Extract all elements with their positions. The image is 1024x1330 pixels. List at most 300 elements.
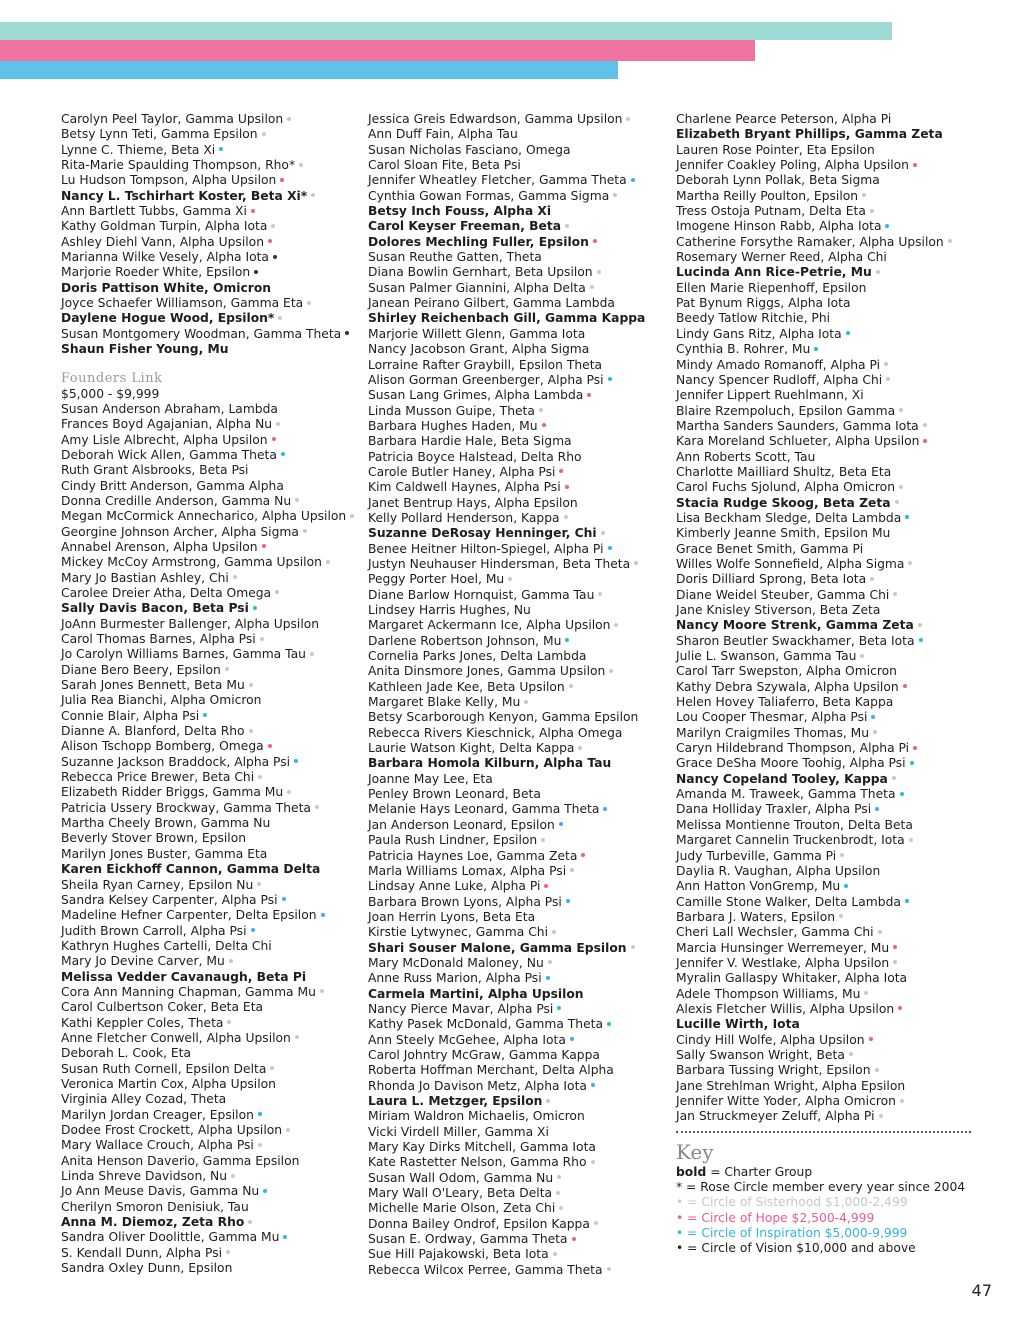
donor-name: Jo Ann Meuse Davis, Gamma Nu [61, 1184, 260, 1199]
donor-name: Margaret Cannelin Truckenbrodt, Iota [676, 833, 905, 848]
giving-level-dot-gray [609, 669, 613, 673]
giving-level-dot-gray [893, 592, 897, 596]
giving-level-dot-gray [873, 730, 877, 734]
page-number: 47 [971, 1281, 992, 1300]
giving-level-dot-gray [909, 838, 913, 842]
donor-name: Mary McDonald Maloney, Nu [368, 955, 544, 970]
donor-entry [61, 770, 356, 785]
donor-entry [61, 1000, 356, 1015]
donor-entry [368, 358, 668, 373]
donor-name: Blaire Rzempoluch, Epsilon Gamma [676, 403, 896, 418]
giving-level-dot-blue [608, 377, 612, 381]
donor-entry [61, 785, 356, 800]
donor-name: Stacia Rudge Skoog, Beta Zeta [676, 495, 891, 510]
donor-entry [368, 557, 668, 572]
donor-name: Caryn Hildebrand Thompson, Alpha Pi [676, 741, 910, 756]
giving-level-dot-gray [895, 500, 899, 504]
donor-entry [61, 296, 356, 311]
giving-level-dot-blue [875, 807, 879, 811]
donor-entry [61, 831, 356, 846]
giving-level-dot-pink [913, 163, 917, 167]
giving-level-dot-gray [226, 1250, 230, 1254]
donor-name: Susan Reuthe Gatten, Theta [368, 250, 542, 265]
donor-name: Kathleen Jade Kee, Beta Upsilon [368, 679, 565, 694]
giving-level-dot-blue [846, 331, 850, 335]
donor-name: Joan Herrin Lyons, Beta Eta [368, 909, 536, 924]
donor-name: Lindy Gans Ritz, Alpha Iota [676, 326, 842, 341]
donor-entry [676, 496, 976, 511]
donor-entry [368, 158, 668, 173]
giving-level-dot-gray [508, 577, 512, 581]
giving-level-dot-pink [280, 178, 284, 182]
donor-entry [368, 695, 668, 710]
giving-level-dot-gray [225, 667, 229, 671]
section-heading: Founders Link [61, 370, 163, 386]
donor-name: Nancy L. Tschirhart Koster, Beta Xi* [61, 188, 308, 203]
donor-entry [676, 695, 976, 710]
donor-entry [676, 710, 976, 725]
donor-entry [676, 542, 976, 557]
donor-name: Jan Struckmeyer Zeluff, Alpha Pi [676, 1109, 875, 1124]
donor-name: Mary Jo Bastian Ashley, Chi [61, 570, 229, 585]
donor-name: Cynthia B. Rohrer, Mu [676, 342, 811, 357]
donor-name: Madeline Hefner Carpenter, Delta Epsilon [61, 908, 317, 923]
donor-entry [368, 971, 668, 986]
giving-level-dot-blue [253, 606, 257, 610]
donor-entry [676, 1094, 976, 1109]
donor-entry [368, 173, 668, 188]
donor-entry [368, 1186, 668, 1201]
donor-entry [61, 235, 356, 250]
donor-entry [676, 235, 976, 250]
giving-level-dot-blue [570, 1037, 574, 1041]
donor-entry [368, 1033, 668, 1048]
donor-entry [368, 1217, 668, 1232]
donor-entry [368, 526, 668, 541]
giving-level-dot-gray [614, 623, 618, 627]
donor-name: Ann Roberts Scott, Tau [676, 449, 816, 464]
donor-name: Jennifer Lippert Ruehlmann, Xi [676, 388, 864, 403]
donor-name: Margaret Ackermann Ice, Alpha Upsilon [368, 618, 611, 633]
giving-level-dot-gray [923, 423, 927, 427]
giving-level-dot-gray [295, 498, 299, 502]
giving-level-dot-gray [249, 729, 253, 733]
donor-name: Lindsey Harris Hughes, Nu [368, 603, 531, 617]
giving-level-dot-gray [613, 193, 617, 197]
donor-entry [61, 204, 356, 219]
giving-level-dot-gray [849, 1052, 853, 1056]
donor-name: Jennifer Wheatley Fletcher, Gamma Theta [368, 173, 627, 188]
donor-entry [676, 265, 976, 280]
donor-entry [676, 895, 976, 910]
donor-name: Carmela Martini, Alpha Upsilon [368, 986, 584, 1001]
donor-entry [676, 511, 976, 526]
donor-entry [368, 250, 668, 265]
donor-entry [61, 1123, 356, 1138]
donor-entry [61, 143, 356, 158]
donor-name: Judith Brown Carroll, Alpha Psi [61, 923, 247, 938]
donor-name: Frances Boyd Agajanian, Alpha Nu [61, 417, 273, 432]
donor-entry [61, 479, 356, 494]
donor-entry [61, 250, 356, 265]
giving-level-dot-gray [260, 637, 264, 641]
donor-entry [676, 1079, 976, 1094]
donor-entry [676, 281, 976, 296]
donor-entry [61, 281, 356, 296]
donor-name: Jane Strehlman Wright, Alpha Epsilon [676, 1078, 906, 1093]
donor-name: Adele Thompson Williams, Mu [676, 986, 861, 1001]
donor-entry [368, 434, 668, 449]
donor-entry [676, 818, 976, 833]
donor-entry [61, 1246, 356, 1261]
giving-level-dot-gray [303, 529, 307, 533]
donor-entry [61, 816, 356, 831]
giving-level-dot-blue [281, 452, 285, 456]
donor-entry [368, 1002, 668, 1017]
donor-entry [676, 250, 976, 265]
giving-level-dot-gray [307, 301, 311, 305]
key-divider [676, 1131, 971, 1133]
donor-entry [61, 954, 356, 969]
donor-entry [61, 327, 356, 342]
donor-entry [368, 1079, 668, 1094]
donor-entry [61, 1261, 356, 1276]
donor-entry [61, 693, 356, 708]
giving-level-dot-gray [899, 408, 903, 412]
donor-entry [368, 756, 668, 771]
giving-level-dot-blue [885, 224, 889, 228]
donor-entry [61, 112, 356, 127]
donor-name: Anita Henson Daverio, Gamma Epsilon [61, 1153, 300, 1168]
giving-level-dot-pink [565, 485, 569, 489]
donor-entry [61, 801, 356, 816]
donor-entry [61, 862, 356, 877]
giving-level-dot-gray [541, 838, 545, 842]
giving-level-dot-gray [892, 776, 896, 780]
donor-entry [676, 879, 976, 894]
donor-name: Kate Rastetter Nelson, Gamma Rho [368, 1155, 587, 1170]
donor-entry [368, 588, 668, 603]
donor-entry [61, 1092, 356, 1107]
donor-entry [368, 1201, 668, 1216]
donor-name: Myralin Gallaspy Whitaker, Alpha Iota [676, 971, 908, 986]
donor-entry [368, 112, 668, 127]
donor-entry [61, 924, 356, 939]
giving-level-dot-gray [258, 775, 262, 779]
donor-entry [368, 1232, 668, 1247]
donor-name: Jo Carolyn Williams Barnes, Gamma Tau [61, 647, 306, 662]
donor-entry [368, 572, 668, 587]
donor-name: Kathryn Hughes Cartelli, Delta Chi [61, 938, 272, 953]
giving-level-dot-blue [565, 638, 569, 642]
donor-name: Virginia Alley Cozad, Theta [61, 1092, 227, 1107]
donor-entry [368, 219, 668, 234]
giving-level-dot-blue [557, 1006, 561, 1010]
giving-level-dot-blue [905, 899, 909, 903]
donor-name: Darlene Robertson Johnson, Mu [368, 633, 562, 648]
giving-level-dot-blue [591, 1083, 595, 1087]
donor-entry [676, 956, 976, 971]
donor-name: Dodee Frost Crockett, Alpha Upsilon [61, 1123, 283, 1137]
giving-level-dot-blue [905, 515, 909, 519]
donor-entry [676, 373, 976, 388]
donor-entry [368, 1094, 668, 1109]
donor-name: Veronica Martin Cox, Alpha Upsilon [61, 1076, 276, 1091]
donor-name: Alison Tschopp Bomberg, Omega [61, 739, 264, 754]
giving-level-dot-blue [900, 792, 904, 796]
donor-name: Amy Lisle Albrecht, Alpha Upsilon [61, 432, 268, 447]
donor-name: Mary Jo Devine Carver, Mu [61, 954, 225, 969]
donor-name: Carol Johntry McGraw, Gamma Kappa [368, 1047, 600, 1062]
giving-level-dot-blue [546, 976, 550, 980]
giving-level-dot-gray [546, 1099, 550, 1103]
donor-name: Amanda M. Traweek, Gamma Theta [676, 787, 896, 802]
key-bold-line [676, 1165, 976, 1180]
donor-name: Daylia R. Vaughan, Alpha Upsilon [676, 863, 881, 878]
donor-entry [676, 802, 976, 817]
key-bold-desc: = Charter Group [706, 1164, 813, 1179]
giving-level-dot-blue [251, 928, 255, 932]
donor-entry [61, 970, 356, 985]
donor-name: Mary Wall O'Leary, Beta Delta [368, 1186, 553, 1201]
giving-level-dot-gray [839, 914, 843, 918]
donor-entry [676, 588, 976, 603]
key-circle-sisterhood: • = Circle of Sisterhood $1,000-2,499 [676, 1195, 908, 1210]
donor-entry [368, 265, 668, 280]
donor-entry [676, 173, 976, 188]
donor-name: Donna Bailey Ondrof, Epsilon Kappa [368, 1216, 590, 1231]
donor-entry [61, 1230, 356, 1245]
donor-name: Lou Cooper Thesmar, Alpha Psi [676, 710, 868, 725]
giving-level-dot-gray [227, 1020, 231, 1024]
giving-level-dot-gray [270, 1066, 274, 1070]
giving-level-dot-gray [320, 989, 324, 993]
donor-name: Linda Shreve Davidson, Nu [61, 1169, 228, 1184]
donor-name: Peggy Porter Hoel, Mu [368, 572, 505, 587]
donor-name: Anne Fletcher Conwell, Alpha Upsilon [61, 1030, 291, 1045]
donor-entry [61, 1062, 356, 1077]
donor-entry [61, 847, 356, 862]
donor-name: Anne Russ Marion, Alpha Psi [368, 971, 542, 986]
donor-name: Nancy Copeland Tooley, Kappa [676, 771, 888, 786]
giving-level-dot-gray [578, 746, 582, 750]
donor-name: Sarah Jones Bennett, Beta Mu [61, 678, 245, 693]
giving-level-dot-blue [559, 822, 563, 826]
donor-name: Barbara Brown Lyons, Alpha Psi [368, 894, 562, 909]
giving-level-dot-gray [257, 882, 261, 886]
donor-name: Martha Cheely Brown, Gamma Nu [61, 816, 271, 831]
donor-entry [676, 557, 976, 572]
giving-level-dot-gray [878, 930, 882, 934]
donor-entry [61, 1031, 356, 1046]
donor-entry [368, 864, 668, 879]
giving-level-dot-gray [570, 868, 574, 872]
giving-level-dot-gray [569, 684, 573, 688]
donor-entry [61, 387, 356, 402]
donor-entry [368, 127, 668, 142]
giving-level-dot-pink [251, 209, 255, 213]
donor-entry [676, 756, 976, 771]
donor-name: Roberta Hoffman Merchant, Delta Alpha [368, 1063, 614, 1078]
donor-name: Rita-Marie Spaulding Thompson, Rho* [61, 158, 296, 173]
giving-level-dot-pink [903, 684, 907, 688]
giving-level-dot-pink [268, 744, 272, 748]
giving-level-dot-blue [607, 1022, 611, 1026]
key-circle-hope: • = Circle of Hope $2,500-4,999 [676, 1210, 875, 1225]
donor-entry [676, 925, 976, 940]
donor-entry [676, 649, 976, 664]
donor-name: Cornelia Parks Jones, Delta Lambda [368, 649, 587, 664]
donor-name: Marilyn Craigmiles Thomas, Mu [676, 725, 870, 740]
donor-name: Georgine Johnson Archer, Alpha Sigma [61, 524, 299, 539]
giving-level-dot-blue [910, 761, 914, 765]
donor-entry [61, 173, 356, 188]
donor-entry [61, 509, 356, 524]
donor-entry [368, 296, 668, 311]
donor-entry [368, 664, 668, 679]
donor-entry [676, 1017, 976, 1032]
donor-name: Beedy Tatlow Ritchie, Phi [676, 311, 831, 326]
giving-level-dot-blue [603, 807, 607, 811]
donor-name: Willes Wolfe Sonnefield, Alpha Sigma [676, 556, 905, 571]
donor-name: Mickey McCoy Armstrong, Gamma Upsilon [61, 555, 322, 570]
donor-name: Deborah Lynn Pollak, Beta Sigma [676, 173, 880, 188]
donor-name: Lucinda Ann Rice-Petrie, Mu [676, 265, 872, 280]
donor-entry [61, 755, 356, 770]
donor-name: Marilyn Jordan Creager, Epsilon [61, 1107, 254, 1122]
donor-name: Rebecca Price Brewer, Beta Chi [61, 770, 255, 785]
donor-entry [368, 956, 668, 971]
donor-entry [676, 772, 976, 787]
giving-level-dot-blue [631, 178, 635, 182]
donor-name: Susan Montgomery Woodman, Gamma Theta [61, 326, 342, 341]
donor-entry [676, 296, 976, 311]
giving-level-dot-gray [559, 1206, 563, 1210]
donor-name: Benee Heitner Hilton-Spiegel, Alpha Pi [368, 541, 604, 556]
donor-entry [61, 647, 356, 662]
donor-entry [676, 204, 976, 219]
donor-entry [61, 448, 356, 463]
donor-entry [61, 739, 356, 754]
donor-entry [676, 358, 976, 373]
donor-entry [61, 663, 356, 678]
donor-name: Lorraine Rafter Graybill, Epsilon Theta [368, 357, 603, 372]
donor-entry [368, 373, 668, 388]
donor-name: Megan McCormick Annecharico, Alpha Upsilon [61, 509, 347, 524]
donor-name: Anna M. Diemoz, Zeta Rho [61, 1215, 245, 1230]
donor-name: Tress Ostoja Putnam, Delta Eta [676, 204, 866, 219]
donor-entry [61, 908, 356, 923]
donor-entry [368, 327, 668, 342]
donor-name: Annabel Arenson, Alpha Upsilon [61, 539, 258, 554]
donor-entry [368, 1171, 668, 1186]
giving-level-dot-blue [871, 715, 875, 719]
donor-entry [61, 1200, 356, 1215]
donor-name: Doris Pattison White, Omicron [61, 280, 272, 295]
donor-name: Marilyn Jones Buster, Gamma Eta [61, 846, 268, 861]
donor-name: Patricia Haynes Loe, Gamma Zeta [368, 848, 578, 863]
giving-level-dot-gray [271, 224, 275, 228]
donor-name: Deborah Wick Allen, Gamma Theta [61, 447, 277, 462]
donor-entry [61, 632, 356, 647]
donor-name: Diane Weidel Steuber, Gamma Chi [676, 587, 890, 602]
giving-level-dot-gray [598, 592, 602, 596]
donor-name: Shari Souser Malone, Gamma Epsilon [368, 940, 627, 955]
donor-entry [61, 617, 356, 632]
donor-name: Kimberly Jeanne Smith, Epsilon Mu [676, 526, 891, 541]
donor-name: Pat Bynum Riggs, Alpha Iota [676, 296, 851, 311]
donor-entry [368, 603, 668, 618]
donor-entry [368, 542, 668, 557]
donor-entry [676, 1063, 976, 1078]
donor-entry [676, 465, 976, 480]
donor-entry [676, 480, 976, 495]
giving-level-dot-pink [587, 393, 591, 397]
giving-level-dot-black [254, 270, 258, 274]
donor-name: Jennifer V. Westlake, Alpha Upsilon [676, 955, 890, 970]
donor-entry [61, 433, 356, 448]
giving-level-dot-pink [559, 469, 563, 473]
donor-name: Marjorie Willett Glenn, Gamma Iota [368, 326, 586, 341]
donor-name: Ann Hatton VonGremp, Mu [676, 879, 841, 894]
giving-level-dot-pink [913, 746, 917, 750]
donor-entry [61, 127, 356, 142]
donor-entry [61, 158, 356, 173]
giving-level-dot-gray [548, 960, 552, 964]
donor-entry [368, 772, 668, 787]
donor-entry [368, 1048, 668, 1063]
donor-entry [61, 893, 356, 908]
giving-level-dot-pink [869, 1037, 873, 1041]
donor-entry [61, 571, 356, 586]
giving-level-dot-gray [248, 1220, 252, 1224]
giving-level-dot-blue [566, 899, 570, 903]
donor-entry [676, 311, 976, 326]
giving-level-dot-blue [219, 147, 223, 151]
giving-level-dot-blue [283, 1235, 287, 1239]
donor-entry [61, 709, 356, 724]
giving-level-dot-gray [278, 316, 282, 320]
giving-level-dot-blue [294, 759, 298, 763]
donor-entry [368, 511, 668, 526]
giving-level-dot-gray [908, 561, 912, 565]
donor-name: Joyce Schaefer Williamson, Gamma Eta [61, 296, 304, 311]
donor-name: Lynne C. Thieme, Beta Xi [61, 142, 216, 157]
giving-level-dot-gray [310, 652, 314, 656]
key-circle-vision: • = Circle of Vision $10,000 and above [676, 1241, 916, 1256]
donor-name: Kara Moreland Schlueter, Alpha Upsilon [676, 434, 920, 449]
donor-name: Carol Fuchs Sjolund, Alpha Omicron [676, 480, 896, 495]
donor-name: Shirley Reichenbach Gill, Gamma Kappa [368, 311, 646, 326]
donor-name: Penley Brown Leonard, Beta [368, 787, 541, 802]
donor-name: Diane Bero Beery, Epsilon [61, 662, 221, 677]
donor-name: Grace Benet Smith, Gamma Pi [676, 541, 864, 556]
giving-level-dot-gray [553, 1252, 557, 1256]
donor-name: Cora Ann Manning Chapman, Gamma Mu [61, 984, 316, 999]
donor-entry [676, 388, 976, 403]
giving-level-dot-gray [564, 515, 568, 519]
donor-name: Justyn Neuhauser Hindersman, Beta Theta [368, 556, 631, 571]
donor-entry [368, 342, 668, 357]
donor-entry [368, 465, 668, 480]
giving-level-dot-blue [919, 638, 923, 642]
giving-level-dot-gray [591, 1160, 595, 1164]
donor-entry [368, 802, 668, 817]
donor-entry [676, 342, 976, 357]
giving-level-dot-gray [597, 270, 601, 274]
donor-name: Jan Anderson Leonard, Epsilon [368, 817, 555, 832]
donor-name: Sandra Oxley Dunn, Epsilon [61, 1261, 233, 1276]
